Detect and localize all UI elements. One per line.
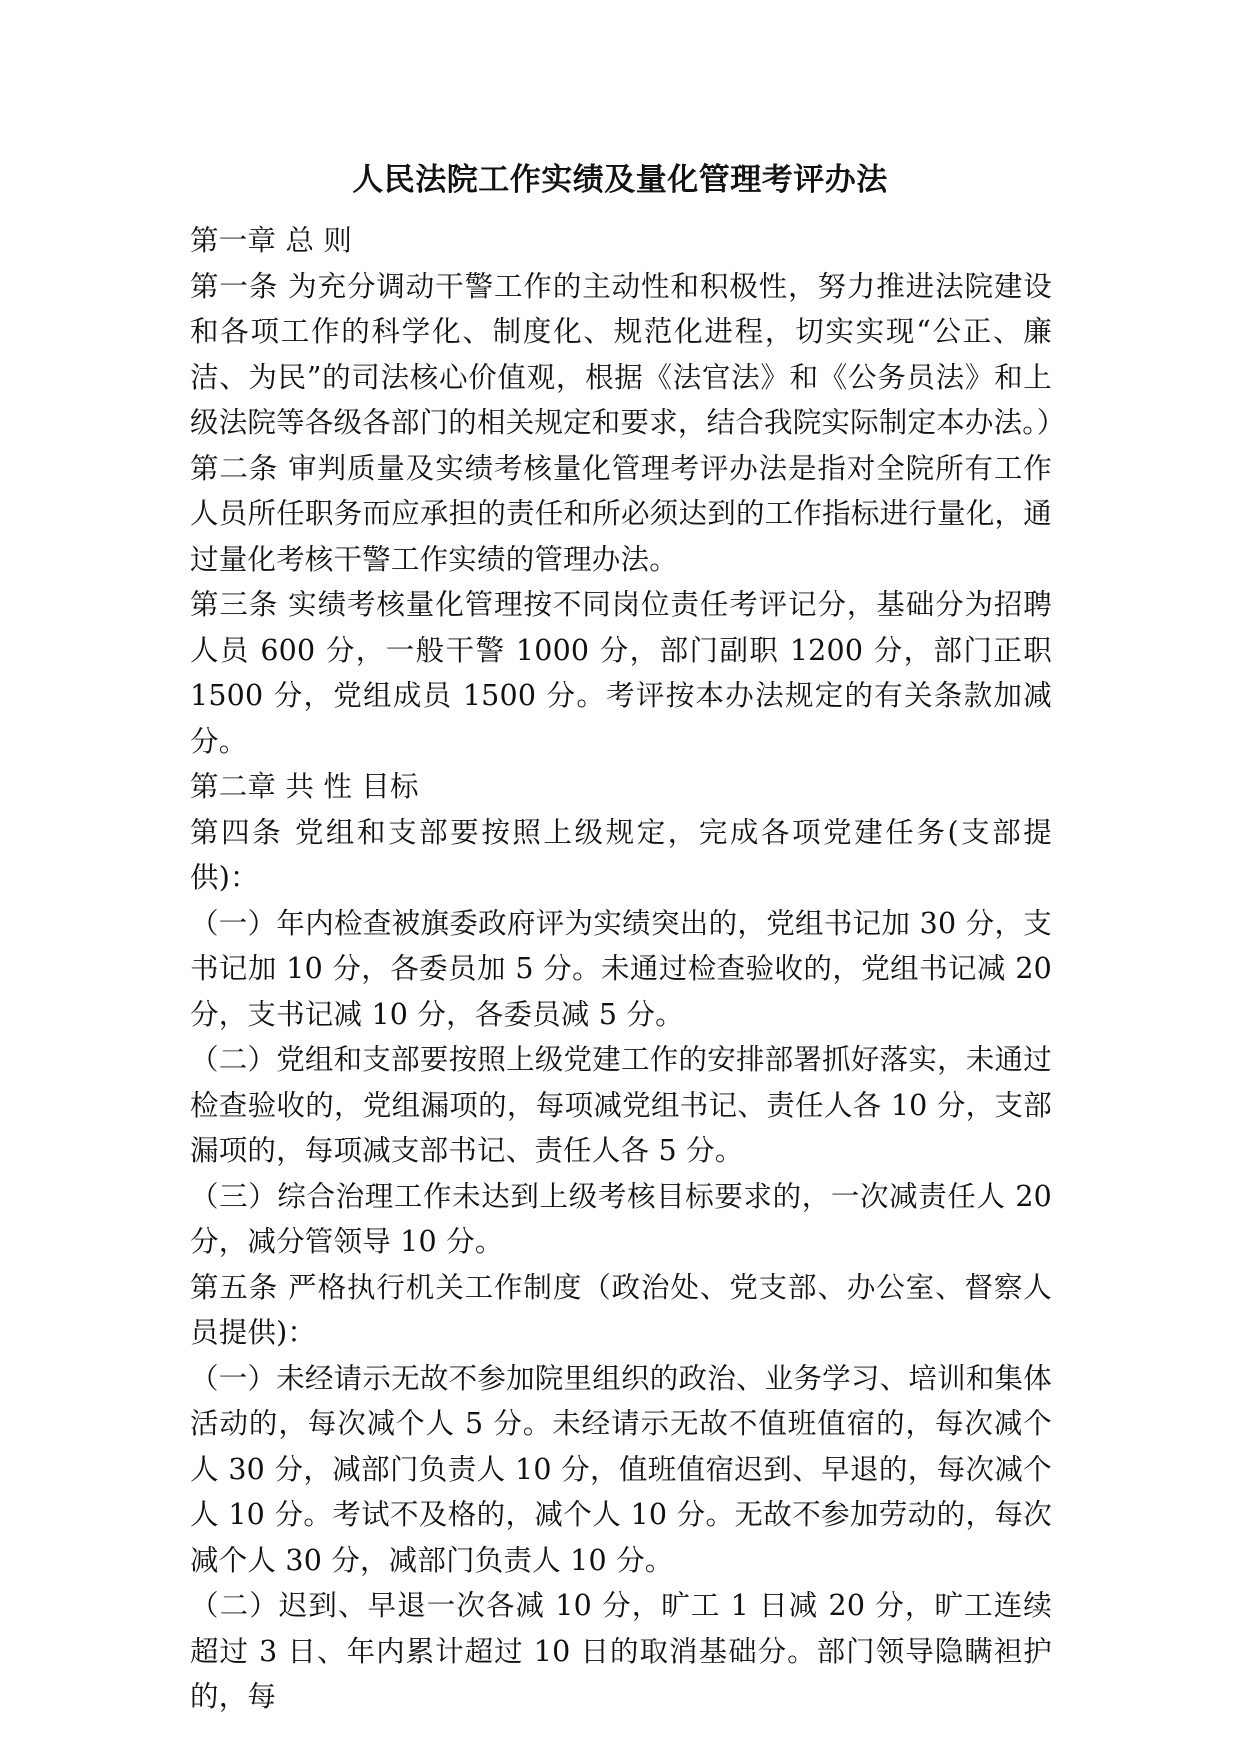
article-paragraph: 第四条 党组和支部要按照上级规定，完成各项党建任务(支部提供)：: [190, 815, 1052, 894]
clause-paragraph: （二）党组和支部要按照上级党建工作的安排部署抓好落实，未通过检查验收的，党组漏项的，每项减党组书记、责任人各 10 分，支部漏项的，每项减支部书记、责任人各 5 分。: [190, 1043, 1052, 1167]
article-paragraph: 第一条 为充分调动干警工作的主动性和积极性，努力推进法院建设和各项工作的科学化、制度化、规范化进程，切实实现“公正、廉洁、为民”的司法核心价值观，根据《法官法》和《公务员法》和上级法院等各级各部门的相关规定和要求，结合我院实际制定本办法。）: [190, 269, 1066, 439]
chapter-heading: 第二章 共 性 目标: [190, 770, 419, 803]
clause-paragraph: （一）未经请示无故不参加院里组织的政治、业务学习、培训和集体活动的，每次减个人 5 分。未经请示无故不值班值宿的，每次减个人 30 分，减部门负责人 10 分，值班值宿迟到、早退的，每次减个人 10 分。考试不及格的，减个人 10 分。无故不参加劳动的，每次减个人 30 分，减部门负责人 10 分。: [190, 1361, 1052, 1577]
chapter-heading: 第一章 总 则: [190, 224, 353, 257]
clause-paragraph: （一）年内检查被旗委政府评为实绩突出的，党组书记加 30 分，支书记加 10 分，各委员加 5 分。未通过检查验收的，党组书记减 20 分，支书记减 10 分，各委员减 5 分。: [190, 906, 1052, 1031]
clause-paragraph: （三）综合治理工作未达到上级考核目标要求的，一次减责任人 20 分，减分管领导 10 分。: [190, 1179, 1052, 1258]
article-paragraph: 第三条 实绩考核量化管理按不同岗位责任考评记分，基础分为招聘人员 600 分，一般干警 1000 分，部门副职 1200 分，部门正职 1500 分，党组成员 1500 分。考评按本办法规定的有关条款加减分。: [190, 588, 1052, 758]
article-paragraph: 第五条 严格执行机关工作制度（政治处、党支部、办公室、督察人员提供)：: [190, 1270, 1052, 1349]
article-paragraph: 第二条 审判质量及实绩考核量化管理考评办法是指对全院所有工作人员所任职务而应承担的责任和所必须达到的工作指标进行量化，通过量化考核干警工作实绩的管理办法。: [190, 451, 1052, 576]
clause-paragraph: （二）迟到、早退一次各减 10 分，旷工 1 日减 20 分，旷工连续超过 3 日、年内累计超过 10 日的取消基础分。部门领导隐瞒袒护的，每: [190, 1589, 1052, 1713]
document-body: [190, 218, 1066, 1720]
document-title: 人民法院工作实绩及量化管理考评办法: [352, 162, 888, 198]
